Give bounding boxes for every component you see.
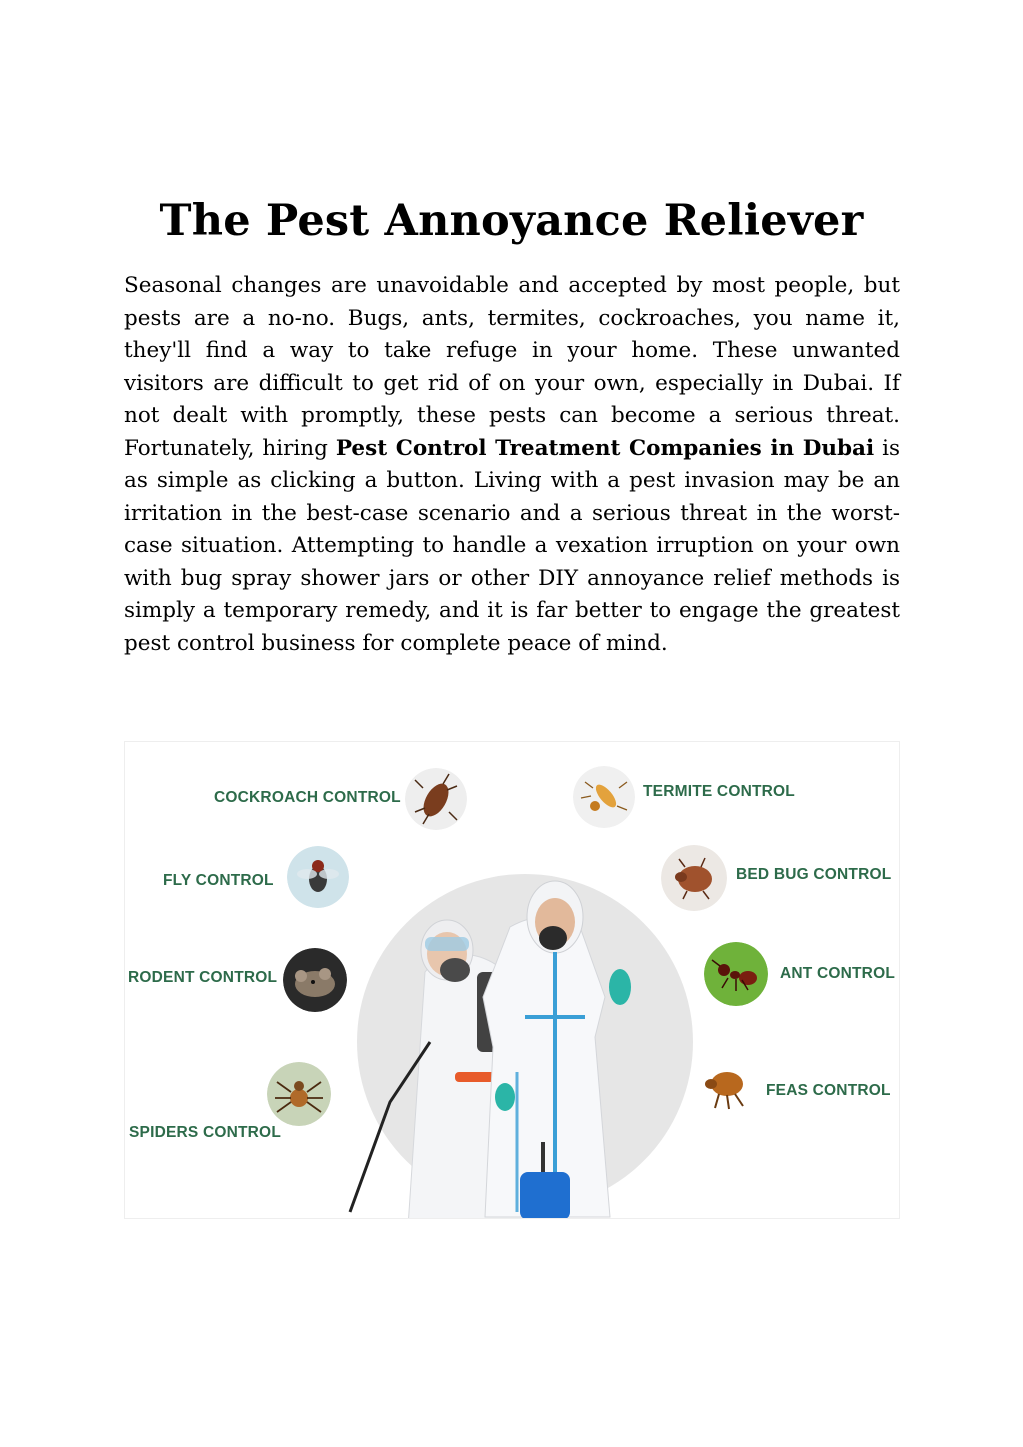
pest-control-link[interactable]: Pest Control Treatment Companies in Dubai [335,435,875,461]
ant-icon [704,942,768,1006]
bedbug-icon [661,845,727,911]
spider-icon [267,1062,331,1126]
spiders-control-label: SPIDERS CONTROL [129,1124,281,1141]
cockroach-control-label: COCKROACH CONTROL [214,789,401,806]
flea-control-label: FEAS CONTROL [766,1082,891,1099]
pest-control-infographic [124,741,900,1219]
paragraph-text-end: is as simple as clicking a button. Living with a pest invasion may be an irritation in the best-case scenario and a serious threat in the worst-case situation. Attempting to handle a vexation irruption on your own with bug spray shower jars or other DIY annoyance relief methods is simply a temporary remedy, and it is far better to engage the greatest pest control business for complete peace of mind. [124,435,900,656]
rodent-control-label: RODENT CONTROL [128,969,278,986]
body-paragraph [124,270,900,660]
cockroach-icon [405,768,467,830]
fly-icon [287,846,349,908]
termite-icon [573,766,635,828]
ant-control-label: ANT CONTROL [780,965,895,982]
termite-control-label: TERMITE CONTROL [643,783,795,800]
page-title: The Pest Annoyance Reliever [159,196,864,246]
fly-control-label: FLY CONTROL [163,872,274,889]
bedbug-control-label: BED BUG CONTROL [736,866,892,883]
rodent-icon [283,948,347,1012]
paragraph-text-start: Seasonal changes are unavoidable and accepted by most people, but pests are a no-no. Bugs, ants, termites, cockroaches, you name it, they'll find a way to take refuge in your home. These unwanted visitors are difficult to get rid of on your own, especially in Dubai. If not dealt with promptly, these pests can become a serious threat. Fortunately, hiring [124,273,900,461]
flea-icon [693,1064,759,1114]
